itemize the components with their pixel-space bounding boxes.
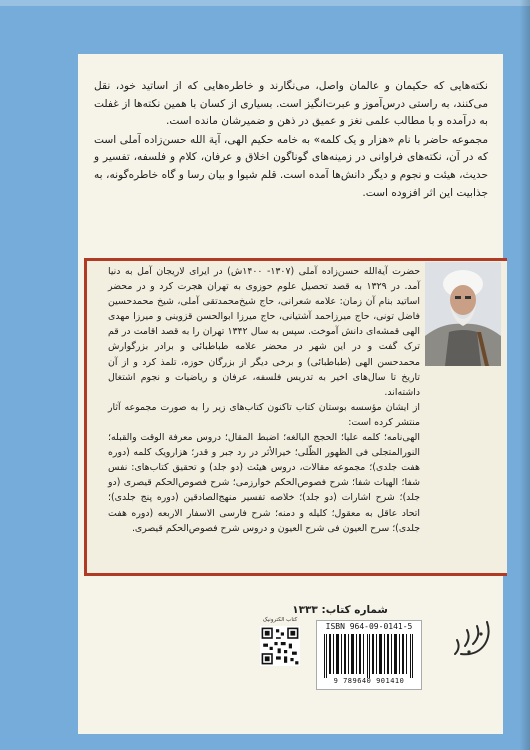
book-number: شماره کتاب: ۱۳۳۳ [292, 604, 388, 616]
qr-code-icon [260, 626, 300, 666]
blurb-text [94, 78, 488, 203]
author-portrait [425, 262, 501, 366]
bio-paragraph-1: حضرت آیةالله حسن‌زاده آملی (۱۳۰۷- ۱۴۰۰ش) در ایرای لاریجان آمل به دنیا آمد. در ۱۳۲۹ به قصد تحصیل علوم حوزوی به تهران هجرت کرد و در محضر اساتید بنام آن زمان: علامه شعرانی، حاج شیخ‌محمدتقی آملی، شیخ محمدحسین فاضل تونی، حاج میرزاحمد آشتیانی، حاج میرزا ابوالحسن قزوینی و میرزا مهدی الهی قمشه‌ای دانش آموخت. سپس به سال ۱۳۴۲ تهران را به قصد اقامت در قم ترک گفت و در این شهر در محضر علامه طباطبائی و برادر بزرگوارش محمدحسن الهی (طباطبائی) و برخی دیگر از بزرگان حوزه، تلمذ کرد و از آن تاریخ تا سال‌های اخیر به تدریس فلسفه، عرفان و ریاضیات و نجوم اشتغال داشته‌اند. [108, 266, 420, 398]
blurb-paragraph-1: نکته‌هایی که حکیمان و عالمان واصل، می‌نگارند و خاطره‌هایی که از اساتید خود، نقل می‌کنند، به راستی درس‌آموز و عبرت‌انگیز است. بسیاری از کسان با همین نکته‌ها از غفلت به درآمده و با مطالب علمی نغز و عمیق در ذهن و ضمیرشان مانده است. [94, 80, 488, 128]
bio-paragraph-3: الهی‌نامه؛ کلمه علیا؛ الحجج البالغه؛ اضبط المقال؛ دروس معرفة الوقت والقبله؛ النورالمتجلی فی الظهور الظّلی؛ خیرالأثر در رد جبر و قدر؛ هزارویک کلمه (دوره هفت جلدی)؛ مجموعه مقالات، دروس هیئت (دو جلد) و تحقیق کتاب‌های: نفس شفا؛ الهیات شفا؛ شرح فصوص‌الحکم خوارزمی؛ شرح فصوص‌الحکم قیصری (دو جلد)؛ شرح اشارات (دو جلد)؛ خلاصه تفسیر منهج‌الصادقین (دوره پنج جلدی)؛ اتحاد عاقل به معقول؛ کلیله و دمنه؛ شرح فارسی الاسفار الاربعه (دوره هفت جلدی)؛ سرح العیون فی شرح العیون و دروس شرح فصوص‌الحکم قیصری. [108, 432, 420, 534]
barcode [323, 634, 415, 678]
spine-shadow [520, 0, 530, 750]
qr-label: کتاب الکترونیک [262, 617, 298, 623]
publisher-logo-icon [447, 614, 495, 662]
barcode-digits: 9 789640 901410 [333, 677, 405, 685]
top-edge [0, 0, 530, 6]
isbn-text: ISBN 964-09-0141-5 [325, 622, 413, 631]
blurb-paragraph-2: مجموعه حاضر با نام «هزار و یک کلمه» به خامه حکیم الهی، آیة الله حسن‌زاده آملی است که در آن، نکته‌های فراوانی در زمینه‌های گوناگون اخلاق و عرفان، کلام و فلسفه، تفسیر و حدیث، هیئت و نجوم و دیگر دانش‌ها آمده است. قلم شیوا و بیان رسا و گاه خاطره‌گونه، به جذابیت این اثر افزوده است. [94, 133, 488, 199]
author-bio [108, 264, 420, 536]
isbn-barcode-box [316, 620, 422, 690]
bio-paragraph-2: از ایشان مؤسسه بوستان کتاب تاکنون کتاب‌های زیر را به صورت مجموعه آثار منتشر کرده است: [108, 401, 420, 428]
